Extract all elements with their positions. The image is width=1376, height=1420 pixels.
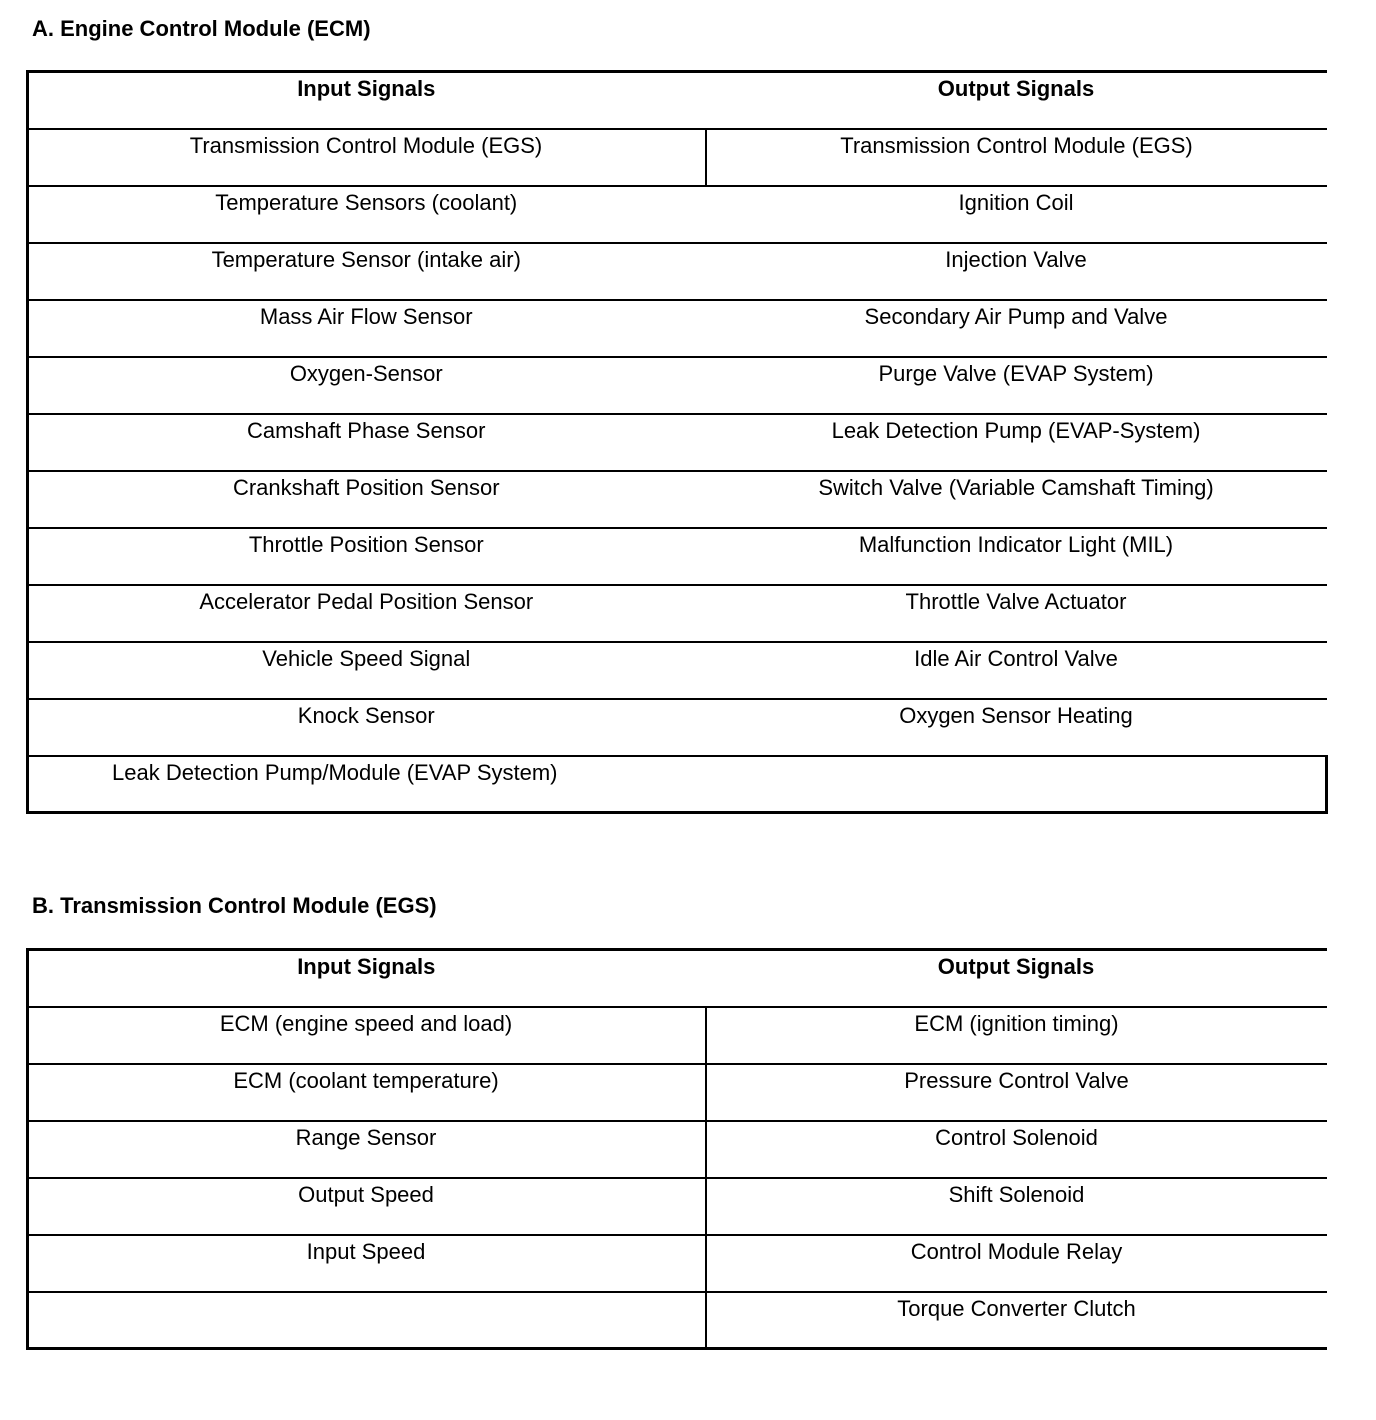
- table-row: [28, 642, 1327, 699]
- table-row: [28, 1292, 1327, 1349]
- table-row: [28, 756, 1327, 813]
- input-signal-cell: Camshaft Phase Sensor: [28, 414, 706, 471]
- table-row: [28, 1007, 1327, 1064]
- output-signal-cell: Control Solenoid: [706, 1121, 1327, 1178]
- input-signal-cell: Mass Air Flow Sensor: [28, 300, 706, 357]
- output-signal-cell: Pressure Control Valve: [706, 1064, 1327, 1121]
- input-signal-cell: Oxygen-Sensor: [28, 357, 706, 414]
- input-signals-header: Input Signals: [28, 950, 706, 1007]
- input-signal-cell: Vehicle Speed Signal: [28, 642, 706, 699]
- table-header-row: [28, 950, 1327, 1007]
- table-row: [28, 129, 1327, 186]
- output-signal-cell: Torque Converter Clutch: [706, 1292, 1327, 1349]
- input-signal-cell: Output Speed: [28, 1178, 706, 1235]
- output-signal-cell: Ignition Coil: [958, 189, 1074, 215]
- input-signal-cell: Transmission Control Module (EGS): [28, 129, 706, 186]
- table-row: [28, 1235, 1327, 1292]
- output-signal-cell: Control Module Relay: [706, 1235, 1327, 1292]
- output-signal-cell: Secondary Air Pump and Valve: [864, 303, 1168, 329]
- table-row: [28, 1178, 1327, 1235]
- output-signal-cell: [706, 756, 1327, 813]
- output-signal-cell: Oxygen Sensor Heating: [899, 702, 1133, 728]
- input-signal-cell: Temperature Sensors (coolant): [28, 186, 706, 243]
- table-row: [28, 186, 1327, 243]
- input-signal-cell: Input Speed: [28, 1235, 706, 1292]
- output-signals-header: Output Signals: [937, 76, 1095, 101]
- output-signal-cell: Purge Valve (EVAP System): [878, 360, 1154, 386]
- input-signals-header: Input Signals: [28, 72, 706, 129]
- table-row: [28, 243, 1327, 300]
- output-signal-cell: Idle Air Control Valve: [914, 645, 1118, 671]
- table-row: [28, 300, 1327, 357]
- input-signal-cell: ECM (coolant temperature): [28, 1064, 706, 1121]
- output-signal-cell: Switch Valve (Variable Camshaft Timing): [818, 474, 1214, 500]
- input-signal-cell: Accelerator Pedal Position Sensor: [28, 585, 706, 642]
- output-signal-cell: Shift Solenoid: [706, 1178, 1327, 1235]
- table-row: [28, 585, 1327, 642]
- output-signal-cell: ECM (ignition timing): [706, 1007, 1327, 1064]
- table-row: [28, 699, 1327, 756]
- input-signal-cell: Range Sensor: [28, 1121, 706, 1178]
- output-signal-cell: Malfunction Indicator Light (MIL): [858, 531, 1174, 557]
- input-signal-cell: Crankshaft Position Sensor: [28, 471, 706, 528]
- ecm-signals-table: [26, 70, 1328, 814]
- egs-signals-table: [26, 948, 1327, 1350]
- output-signal-cell: Transmission Control Module (EGS): [706, 129, 1327, 186]
- table-row: [28, 528, 1327, 585]
- input-signal-cell: Throttle Position Sensor: [28, 528, 706, 585]
- output-signal-cell: Throttle Valve Actuator: [905, 588, 1127, 614]
- table-row: [28, 471, 1327, 528]
- table-row: [28, 414, 1327, 471]
- output-signals-header: Output Signals: [937, 954, 1095, 979]
- table-row: [28, 1121, 1327, 1178]
- input-signal-cell: ECM (engine speed and load): [28, 1007, 706, 1064]
- input-signal-cell: [28, 1292, 706, 1349]
- input-signal-cell: Temperature Sensor (intake air): [28, 243, 706, 300]
- section-b-title: B. Transmission Control Module (EGS): [32, 893, 437, 918]
- table-row: [28, 357, 1327, 414]
- input-signal-cell: Leak Detection Pump/Module (EVAP System): [28, 756, 706, 813]
- output-signal-cell: Injection Valve: [945, 246, 1087, 272]
- table-header-row: [28, 72, 1327, 129]
- table-row: [28, 1064, 1327, 1121]
- output-signal-cell: Leak Detection Pump (EVAP-System): [831, 417, 1201, 443]
- input-signal-cell: Knock Sensor: [28, 699, 706, 756]
- section-a-title: A. Engine Control Module (ECM): [32, 16, 371, 41]
